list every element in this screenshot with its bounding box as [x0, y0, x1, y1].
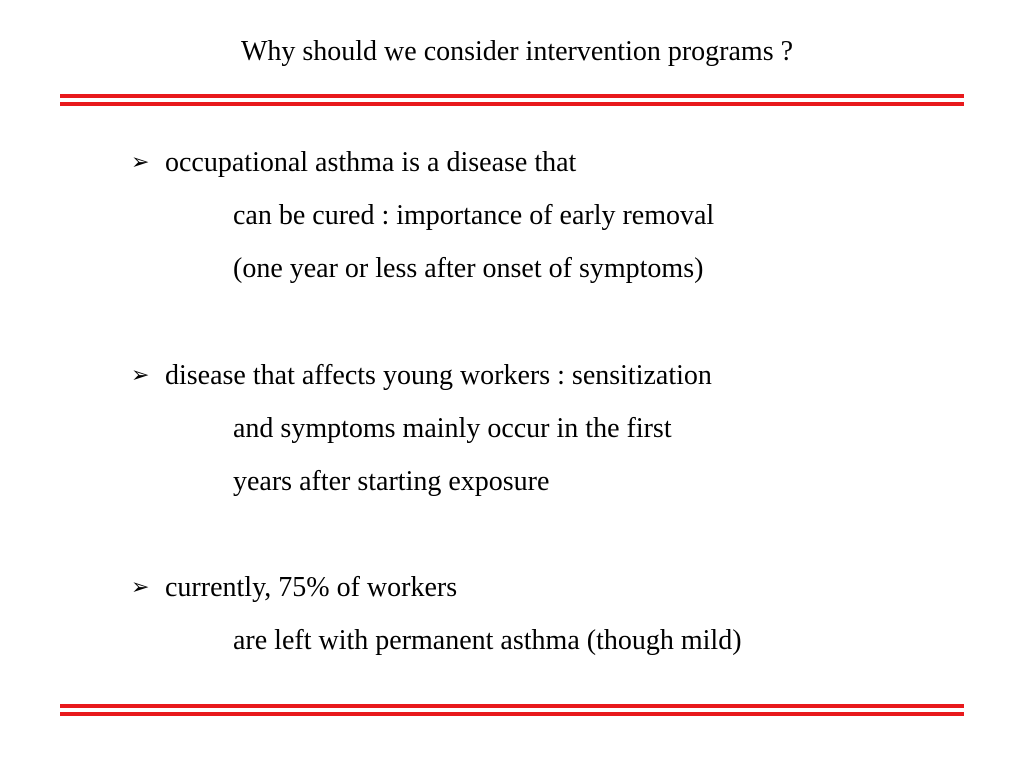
bullet-3-line-2: are left with permanent asthma (though mild) [233, 625, 742, 656]
bullet-3-text-1: currently, 75% of workers [165, 572, 458, 603]
bottom-divider [60, 704, 964, 716]
bottom-divider-line-1 [60, 704, 964, 708]
bullet-2-line-3: years after starting exposure [233, 466, 550, 497]
bullet-1-line-3: (one year or less after onset of symptoms) [233, 253, 704, 284]
arrowhead-bullet-icon: ➢ [131, 150, 150, 175]
bullet-2-line-1 [131, 359, 712, 393]
bullet-2-line-2: and symptoms mainly occur in the first [233, 413, 672, 444]
arrowhead-bullet-icon: ➢ [131, 575, 150, 600]
slide-title: Why should we consider intervention programs ? [240, 36, 794, 67]
bottom-divider-line-2 [60, 712, 964, 716]
bullet-1-text-1: occupational asthma is a disease that [165, 147, 577, 178]
bullet-1-line-1 [131, 146, 576, 180]
bullet-2-text-1: disease that affects young workers : sensitization [165, 360, 712, 391]
arrowhead-bullet-icon: ➢ [131, 363, 150, 388]
bullet-1-line-2: can be cured : importance of early removal [233, 200, 715, 231]
bullet-3-line-1 [131, 571, 457, 605]
